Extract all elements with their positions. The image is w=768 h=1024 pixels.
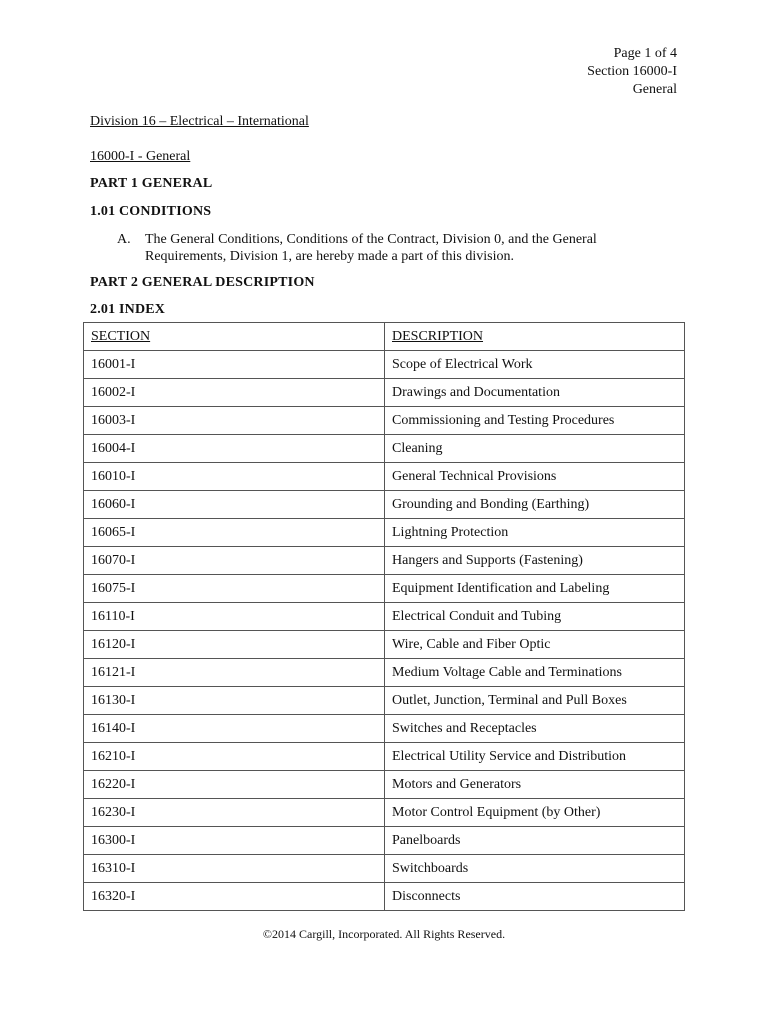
table-row — [84, 883, 685, 911]
table-row — [84, 603, 685, 631]
column-header-description: DESCRIPTION — [385, 323, 685, 351]
section-title: 16000-I - General — [90, 149, 191, 164]
description-cell: Drawings and Documentation — [385, 379, 685, 407]
description-cell: Panelboards — [385, 827, 685, 855]
page-number: Page 1 of 4 — [613, 46, 677, 61]
part2-heading: PART 2 GENERAL DESCRIPTION — [90, 275, 315, 290]
index-heading: 2.01 INDEX — [90, 302, 166, 317]
table-header-row — [84, 323, 685, 351]
section-number-cell: 16075-I — [84, 575, 385, 603]
table-row — [84, 855, 685, 883]
description-cell: Wire, Cable and Fiber Optic — [385, 631, 685, 659]
table-row — [84, 687, 685, 715]
page-header — [587, 45, 677, 99]
table-row — [84, 435, 685, 463]
table-row — [84, 743, 685, 771]
table-row — [84, 351, 685, 379]
description-cell: Outlet, Junction, Terminal and Pull Boxes — [385, 687, 685, 715]
description-cell: Medium Voltage Cable and Terminations — [385, 659, 685, 687]
table-row — [84, 547, 685, 575]
division-title: Division 16 – Electrical – International — [90, 114, 309, 129]
description-cell: Hangers and Supports (Fastening) — [385, 547, 685, 575]
table-row — [84, 463, 685, 491]
section-number-cell: 16120-I — [84, 631, 385, 659]
description-cell: Equipment Identification and Labeling — [385, 575, 685, 603]
section-number-cell: 16010-I — [84, 463, 385, 491]
table-row — [84, 407, 685, 435]
part1-heading: PART 1 GENERAL — [90, 176, 213, 191]
description-cell: Switchboards — [385, 855, 685, 883]
table-row — [84, 799, 685, 827]
description-cell: Grounding and Bonding (Earthing) — [385, 491, 685, 519]
description-cell: Electrical Utility Service and Distribution — [385, 743, 685, 771]
item-letter: A. — [117, 232, 131, 247]
section-number-cell: 16121-I — [84, 659, 385, 687]
table-row — [84, 827, 685, 855]
section-number-cell: 16320-I — [84, 883, 385, 911]
section-number-cell: 16001-I — [84, 351, 385, 379]
description-cell: Lightning Protection — [385, 519, 685, 547]
table-row — [84, 575, 685, 603]
section-number-cell: 16230-I — [84, 799, 385, 827]
section-number-cell: 16004-I — [84, 435, 385, 463]
section-number-cell: 16210-I — [84, 743, 385, 771]
description-cell: Scope of Electrical Work — [385, 351, 685, 379]
section-number-cell: 16003-I — [84, 407, 385, 435]
section-number-cell: 16310-I — [84, 855, 385, 883]
table-row — [84, 491, 685, 519]
section-number-cell: 16002-I — [84, 379, 385, 407]
section-number-cell: 16065-I — [84, 519, 385, 547]
table-row — [84, 519, 685, 547]
item-text: The General Conditions, Conditions of the Contract, Division 0, and the General Requirements, Division 1, are hereby made a part of this division. — [145, 232, 597, 264]
description-cell: Commissioning and Testing Procedures — [385, 407, 685, 435]
section-topic: General — [632, 82, 677, 97]
section-number-cell: 16300-I — [84, 827, 385, 855]
conditions-item — [117, 231, 657, 265]
description-cell: Motors and Generators — [385, 771, 685, 799]
table-row — [84, 771, 685, 799]
conditions-heading: 1.01 CONDITIONS — [90, 204, 212, 219]
description-cell: Switches and Receptacles — [385, 715, 685, 743]
table-row — [84, 659, 685, 687]
description-cell: Disconnects — [385, 883, 685, 911]
table-row — [84, 631, 685, 659]
description-cell: Electrical Conduit and Tubing — [385, 603, 685, 631]
copyright-footer: ©2014 Cargill, Incorporated. All Rights Reserved. — [262, 927, 506, 941]
section-number-cell: 16220-I — [84, 771, 385, 799]
section-number-cell: 16110-I — [84, 603, 385, 631]
section-number-cell: 16060-I — [84, 491, 385, 519]
section-number-cell: 16140-I — [84, 715, 385, 743]
table-row — [84, 715, 685, 743]
index-table — [83, 322, 685, 911]
section-number-cell: 16130-I — [84, 687, 385, 715]
description-cell: Motor Control Equipment (by Other) — [385, 799, 685, 827]
description-cell: General Technical Provisions — [385, 463, 685, 491]
description-cell: Cleaning — [385, 435, 685, 463]
section-number-cell: 16070-I — [84, 547, 385, 575]
section-number: Section 16000-I — [587, 64, 677, 79]
column-header-section: SECTION — [84, 323, 385, 351]
table-row — [84, 379, 685, 407]
